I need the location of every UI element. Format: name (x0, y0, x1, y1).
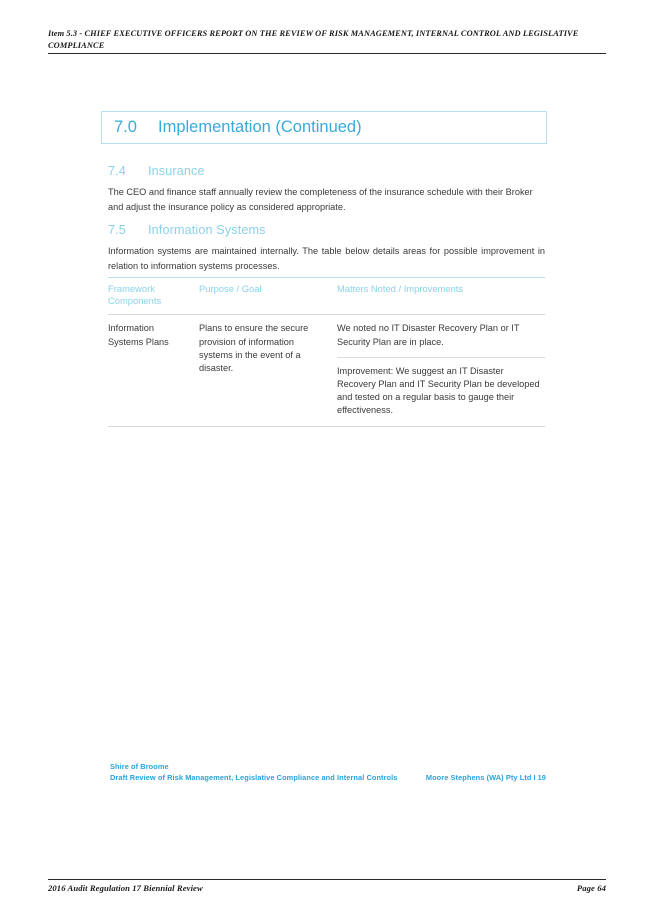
table-header-matters-noted: Matters Noted / Improvements (337, 278, 545, 315)
inner-footer-firm: Moore Stephens (WA) Pty Ltd (425, 772, 532, 782)
table-header-purpose-goal: Purpose / Goal (199, 278, 337, 315)
section-number: 7.0 (114, 118, 137, 136)
table-row (108, 315, 545, 426)
report-inner-footer (110, 762, 546, 783)
cell-purpose-goal: Plans to ensure the secure provision of information systems in the event of a disaster. (199, 315, 337, 426)
inner-footer-separator: I (533, 772, 536, 782)
inner-footer-document-title: Draft Review of Risk Management, Legislative Compliance and Internal Controls (110, 772, 398, 782)
cell-matters-noted (337, 315, 545, 426)
subsection-number-74: 7.4 (108, 164, 126, 178)
footer-divider-rule (48, 879, 606, 880)
cell-framework-component: Information Systems Plans (108, 315, 199, 426)
footer-page-number: Page 64 (576, 883, 606, 893)
section-title-box (101, 111, 547, 144)
table-header-row (108, 278, 545, 315)
paragraph-information-systems: Information systems are maintained internally. The table below details areas for possible improvement in relation to information systems processes. (108, 246, 545, 271)
subsection-title-75: Information Systems (148, 223, 266, 237)
matters-noted-text: We noted no IT Disaster Recovery Plan or IT Security Plan are in place. (337, 323, 520, 347)
subsection-heading-information-systems (108, 223, 546, 237)
inner-footer-left (110, 762, 397, 783)
running-header-text: Item 5.3 - CHIEF EXECUTIVE OFFICERS REPORT ON THE REVIEW OF RISK MANAGEMENT, INTERNAL CONTROL AND LEGISLATIVE COMPLIANCE (48, 29, 579, 50)
subsection-number-75: 7.5 (108, 223, 126, 237)
improvement-text: Improvement: We suggest an IT Disaster Recovery Plan and IT Security Plan be developed and tested on a regular basis to gauge their effectiveness. (337, 357, 545, 426)
information-systems-table (108, 277, 545, 427)
subsection-title-74: Insurance (148, 164, 205, 178)
inner-footer-organisation: Shire of Broome (110, 762, 169, 771)
inner-footer-right (426, 762, 546, 782)
subsection-heading-insurance (108, 164, 546, 178)
inner-footer-page-number: 19 (537, 772, 546, 782)
table-header-framework-components: Framework Components (108, 278, 199, 315)
document-page-footer (48, 879, 606, 893)
footer-document-title: 2016 Audit Regulation 17 Biennial Review (48, 883, 203, 893)
footer-row (48, 883, 606, 893)
section-title: Implementation (Continued) (158, 118, 362, 136)
paragraph-insurance: The CEO and finance staff annually review the completeness of the insurance schedule with their Broker and adjust the insurance policy as considered appropriate. (108, 187, 533, 212)
